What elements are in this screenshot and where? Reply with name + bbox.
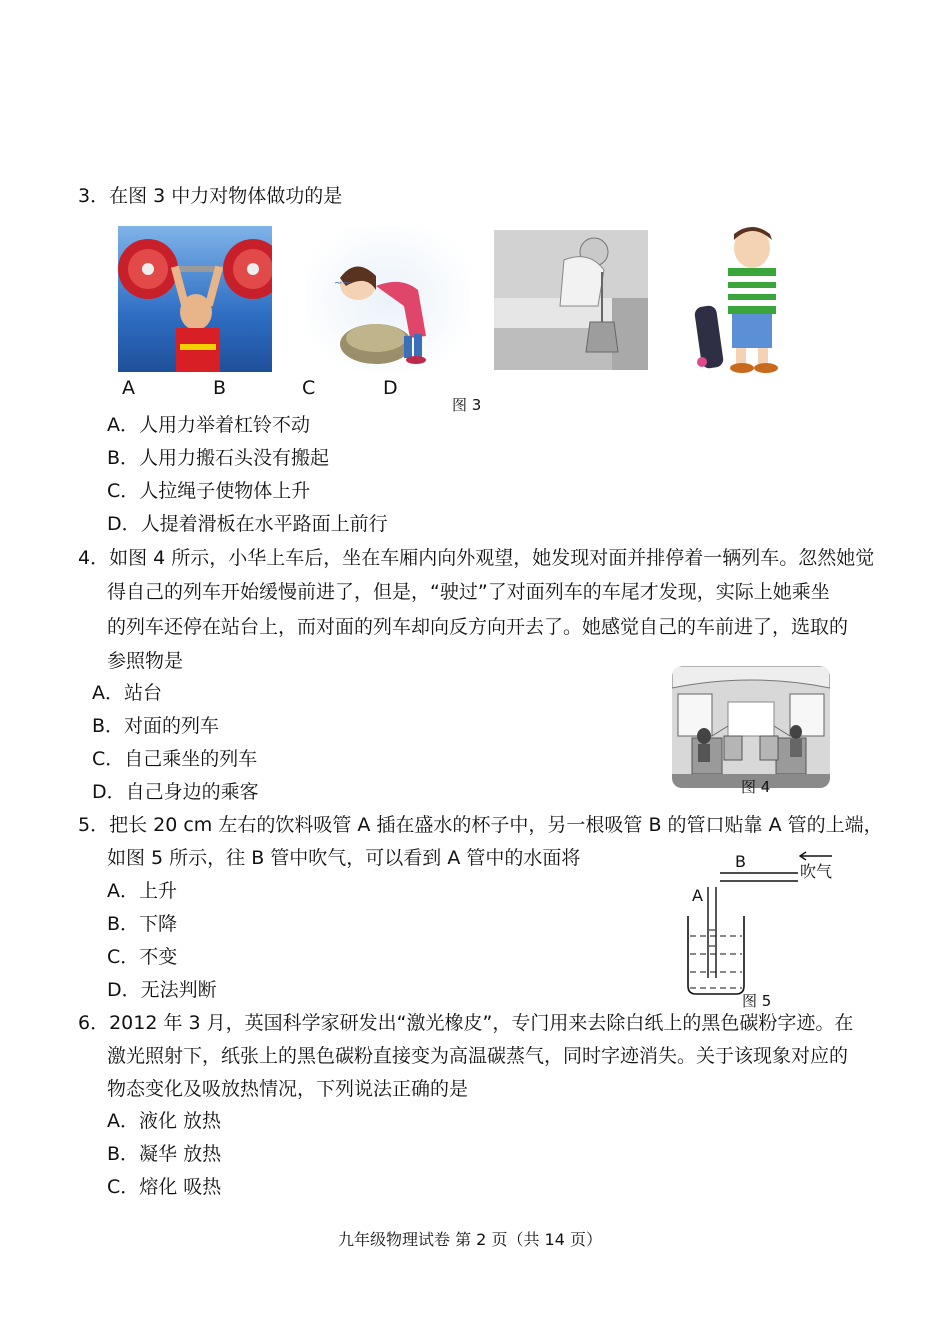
q5-option-c: C．不变 xyxy=(107,946,178,968)
q4-option-d: D．自己身边的乘客 xyxy=(92,781,259,803)
q4-option-c: C．自己乘坐的列车 xyxy=(92,748,258,770)
q4-stem-line-1: 4．如图 4 所示，小华上车后，坐在车厢内向外观望，她发现对面并排停着一辆列车。忽然她觉 xyxy=(78,547,875,569)
q5-stem-line-1: 5．把长 20 cm 左右的饮料吸管 A 插在盛水的杯子中，另一根吸管 B 的管口贴靠 A 管的上端， xyxy=(78,814,883,836)
q6-option-c: C．熔化 吸热 xyxy=(107,1176,222,1198)
straw-b-label: B xyxy=(735,852,746,871)
q6-stem-line-3: 物态变化及吸放热情况，下列说法正确的是 xyxy=(107,1078,469,1100)
weightlifter-picture xyxy=(118,226,272,372)
q5-option-a: A．上升 xyxy=(107,880,177,902)
q3-option-b: B．人用力搬石头没有搬起 xyxy=(107,447,330,469)
q4-option-b: B．对面的列车 xyxy=(92,715,220,737)
q5-stem-line-2: 如图 5 所示，往 B 管中吹气，可以看到 A 管中的水面将 xyxy=(107,847,581,869)
train-interior-picture xyxy=(672,666,830,788)
picture-label-c: C xyxy=(302,377,316,399)
woman-lifting-rock-picture xyxy=(306,226,470,372)
q4-stem-line-2: 得自己的列车开始缓慢前进了，但是，“驶过”了对面列车的车尾才发现，实际上她乘坐 xyxy=(107,581,830,603)
blow-label: 吹气 xyxy=(800,862,833,881)
q6-option-a: A．液化 放热 xyxy=(107,1110,222,1132)
picture-label-a: A xyxy=(122,377,135,399)
figure-5-caption: 图 5 xyxy=(742,992,772,1010)
figure-3-caption: 图 3 xyxy=(452,396,482,414)
q6-stem-line-1: 6．2012 年 3 月，英国科学家研发出“激光橡皮”，专门用来去除白纸上的黑色碳粉字迹。在 xyxy=(78,1012,854,1034)
q6-stem-line-2: 激光照射下，纸张上的黑色碳粉直接变为高温碳蒸气，同时字迹消失。关于该现象对应的 xyxy=(107,1045,849,1067)
q5-option-d: D．无法判断 xyxy=(107,979,217,1001)
man-pulling-rope-picture xyxy=(494,230,648,370)
q4-stem-line-3: 的列车还停在站台上，而对面的列车却向反方向开去了。她感觉自己的车前进了，选取的 xyxy=(107,616,849,638)
q4-stem-line-4: 参照物是 xyxy=(107,650,184,672)
q3-option-c: C．人拉绳子使物体上升 xyxy=(107,480,311,502)
q4-option-a: A．站台 xyxy=(92,682,162,704)
svg-text:~~: ~~ xyxy=(334,278,351,289)
picture-label-b: B xyxy=(213,377,227,399)
q3-option-d: D．人提着滑板在水平路面上前行 xyxy=(107,513,388,535)
q3-stem: 3．在图 3 中力对物体做功的是 xyxy=(78,185,343,207)
q6-option-b: B．凝华 放热 xyxy=(107,1143,222,1165)
picture-label-d: D xyxy=(383,377,398,399)
q5-option-b: B．下降 xyxy=(107,913,178,935)
page-footer: 九年级物理试卷 第 2 页（共 14 页） xyxy=(338,1230,602,1249)
figure-4-caption: 图 4 xyxy=(741,778,771,796)
boy-with-skateboard-picture xyxy=(686,222,818,378)
straw-a-label: A xyxy=(692,886,703,905)
q3-option-a: A．人用力举着杠铃不动 xyxy=(107,414,310,436)
